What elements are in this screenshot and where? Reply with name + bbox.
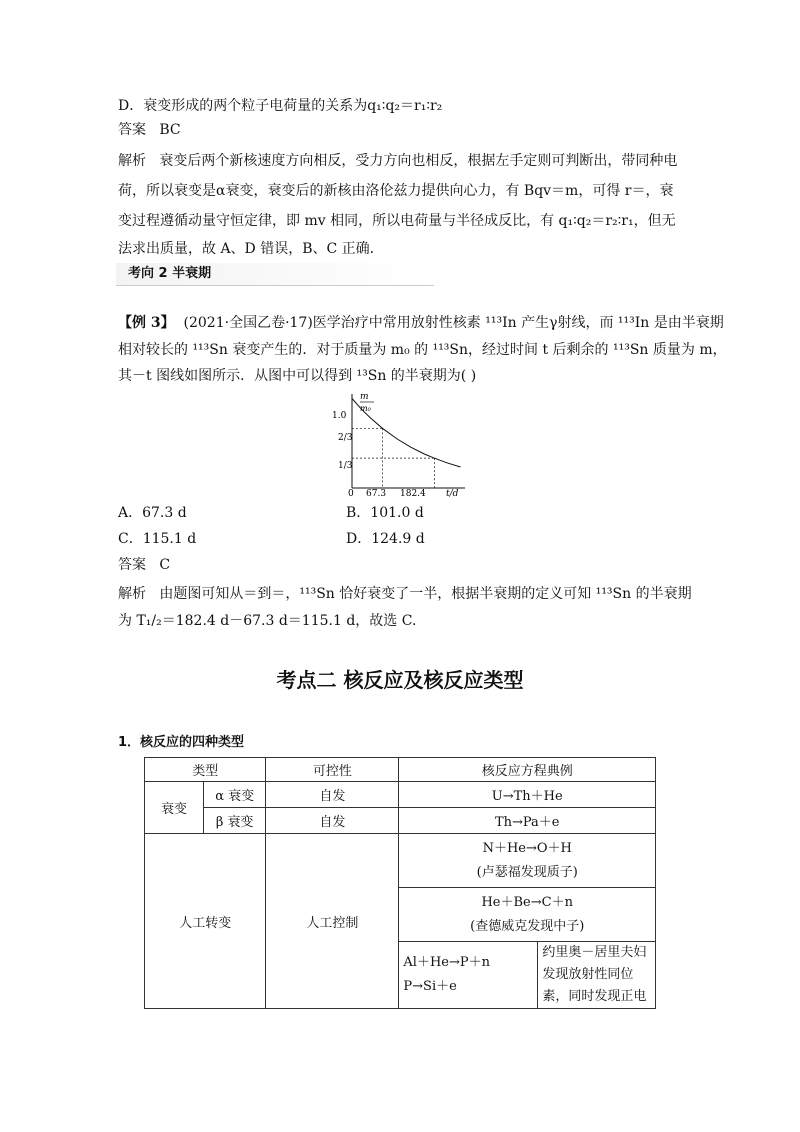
x-tick-182: 182.4	[400, 489, 426, 498]
table-row	[145, 834, 656, 888]
y-tick-1-3: 1/3	[338, 461, 353, 471]
analysis-text: 由题图可知从＝到＝，¹¹³Sn 恰好衰变了一半，根据半衰期的定义可知 ¹¹³Sn 的半衰期	[159, 586, 692, 602]
analysis-1-line-2: 荷，所以衰变是α衰变，衰变后的新核由洛伦兹力提供向心力，有 Bqv＝m，可得 r＝，衰	[118, 183, 674, 199]
eq3-note-line: 发现放射性同位	[542, 967, 634, 982]
cell-decay: 衰变	[145, 782, 204, 834]
reaction-types-table	[144, 757, 656, 1009]
eq2-text: He＋Be→C＋n	[481, 894, 573, 910]
eq2-note: (查德威克发现中子)	[470, 918, 585, 934]
ylabel-denominator: m₀	[360, 404, 371, 413]
cell-eq3-note	[538, 942, 656, 1009]
subsection-title: 考向 2 半衰期	[128, 266, 212, 281]
eq3b-text: P→Si＋e	[403, 979, 457, 994]
header-control: 可控性	[266, 758, 399, 782]
example-tag: 【例 3】	[118, 315, 175, 331]
example-line-2: 相对较长的 ¹¹³Sn 衰变产生的．对于质量为 m₀ 的 ¹¹³Sn，经过时间 t 后剩余的 ¹¹³Sn 质量为 m，	[118, 342, 727, 358]
example-line-1	[118, 313, 724, 333]
cell-alpha-eq: U→Th＋He	[399, 782, 656, 808]
eq3-note-line: 素，同时发现正电	[542, 989, 647, 1004]
analysis-2-line-1	[118, 584, 692, 604]
section-title: 考点二 核反应及核反应类型	[276, 668, 524, 692]
y-tick-2-3: 2/3	[338, 433, 353, 443]
option-a: A．67.3 d	[118, 505, 187, 521]
answer-1	[118, 120, 181, 140]
cell-spontaneous: 自发	[266, 782, 399, 808]
eq3-note-line: 约里奥－居里夫妇	[542, 945, 647, 960]
x-tick-0: 0	[348, 489, 354, 498]
option-d: D．衰变形成的两个粒子电荷量的关系为q₁∶q₂＝r₁∶r₂	[118, 98, 443, 114]
answer-label: 答案	[118, 557, 146, 573]
answer-label: 答案	[118, 122, 146, 138]
answer-value: C	[159, 557, 171, 573]
analysis-1-line-1	[118, 151, 677, 171]
x-tick-67: 67.3	[366, 489, 387, 498]
x-axis-label: t/d	[446, 489, 459, 498]
ylabel-numerator: m	[360, 392, 369, 402]
answer-value: BC	[159, 122, 181, 138]
analysis-1-line-3: 变过程遵循动量守恒定律，即 mv 相同，所以电荷量与半径成反比，有 q₁∶q₂＝r₂∶r₁，但无	[118, 213, 676, 229]
option-c: C．115.1 d	[118, 531, 197, 547]
y-tick-1: 1.0	[332, 411, 347, 421]
cell-alpha: α 衰变	[204, 782, 266, 808]
eq1-text: N＋He→O＋H	[482, 840, 572, 856]
analysis-label: 解析	[118, 586, 146, 602]
cell-artificial: 人工转变	[145, 834, 266, 1009]
analysis-1-line-4: 法求出质量，故 A、D 错误，B、C 正确．	[118, 241, 384, 257]
header-type: 类型	[145, 758, 266, 782]
eq3a-text: Al＋He→P＋n	[403, 955, 491, 970]
table-header-row	[145, 758, 656, 782]
header-example: 核反应方程典例	[399, 758, 656, 782]
cell-eq1	[399, 834, 656, 888]
example-text: (2021·全国乙卷·17)医学治疗中常用放射性核素 ¹¹³In 产生γ射线，而 ¹¹³In 是由半衰期	[183, 315, 724, 331]
option-b: B．101.0 d	[346, 505, 424, 521]
analysis-text: 衰变后两个新核速度方向相反，受力方向也相反，根据左手定则可判断出，带同种电	[159, 153, 678, 169]
subsection-banner	[116, 263, 434, 286]
eq1-note: (卢瑟福发现质子)	[476, 864, 578, 880]
option-d2: D．124.9 d	[346, 531, 425, 547]
answer-2	[118, 555, 170, 575]
cell-artificial-control: 人工控制	[266, 834, 399, 1009]
table-row	[145, 782, 656, 808]
decay-curve-chart	[330, 392, 470, 498]
table-row	[145, 808, 656, 834]
list-title: 1．核反应的四种类型	[118, 735, 245, 750]
cell-beta-eq: Th→Pa＋e	[399, 808, 656, 834]
analysis-2-line-2: 为 T₁/₂＝182.4 d－67.3 d＝115.1 d，故选 C.	[118, 613, 417, 629]
cell-beta: β 衰变	[204, 808, 266, 834]
cell-eq3	[399, 942, 538, 1009]
cell-spontaneous: 自发	[266, 808, 399, 834]
analysis-label: 解析	[118, 153, 146, 169]
example-line-3: 其－t 图线如图所示．从图中可以得到 ¹³Sn 的半衰期为( )	[118, 368, 477, 384]
cell-eq2	[399, 888, 656, 942]
